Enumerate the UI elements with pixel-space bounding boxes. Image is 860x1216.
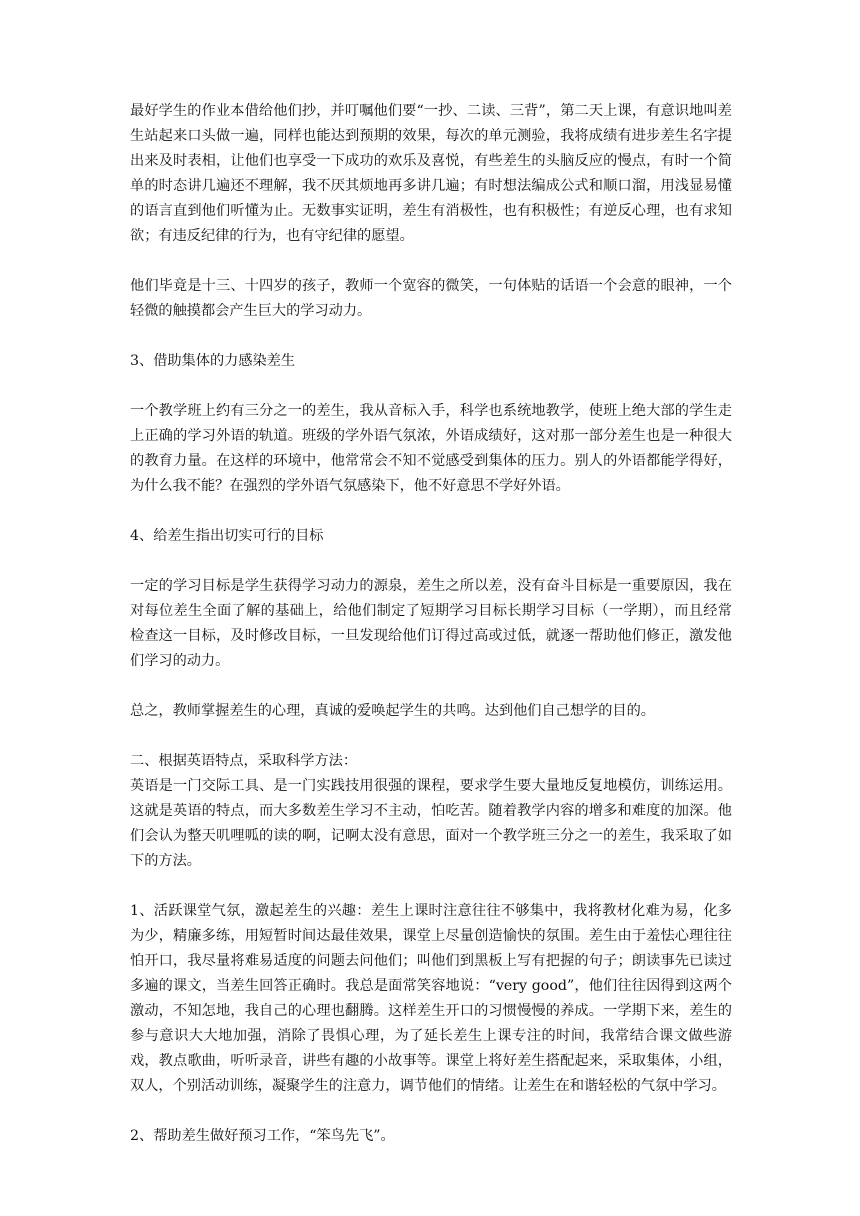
paragraph-collective-influence: 一个教学班上约有三分之一的差生，我从音标入手，科学也系统地教学，使班上绝大部的学生走上正确的学习外语的轨道。班级的学外语气氛浓，外语成绩好，这对那一部分差生也是一种很大的教育力量。在这样的环境中，他常常会不知不觉感受到集体的压力。别人的外语都能学得好，为什么我不能？在强烈的学外语气氛感染下，他不好意思不学好外语。: [130, 403, 732, 494]
paragraph-practical-goals: 一定的学习目标是学生获得学习动力的源泉，差生之所以差，没有奋斗目标是一重要原因，我在对每位差生全面了解的基础上，给他们制定了短期学习目标长期学习目标（一学期），而且经常检查这一目标，及时修改目标，一旦发现给他们订得过高或过低，就逐一帮助他们修正，激发他们学习的动力。: [130, 578, 732, 669]
paragraph-summary: 总之，教师掌握差生的心理，真诚的爱唤起学生的共鸣。达到他们自己想学的目的。: [130, 703, 655, 719]
heading-practical-goals: 4、给差生指出切实可行的目标: [130, 528, 324, 544]
paragraph-english-features: 英语是一门交际工具、是一门实践技用很强的课程，要求学生要大量地反复地模仿，训练运用。这就是英语的特点，而大多数差生学习不主动，怕吃苦。随着教学内容的增多和难度的加深。他们会认为整天叽哩呱的读的啊，记啊太没有意思，面对一个教学班三分之一的差生，我采取了如下的方法。: [130, 778, 732, 869]
heading-scientific-methods: 二、根据英语特点，采取科学方法：: [130, 753, 358, 769]
paragraph-encouragement: 他们毕竟是十三、十四岁的孩子，教师一个宽容的微笑，一句体贴的话语一个会意的眼神，一个轻微的触摸都会产生巨大的学习动力。: [130, 278, 732, 319]
document-body: [130, 99, 732, 1149]
heading-collective-influence: 3、借助集体的力感染差生: [130, 353, 296, 369]
paragraph-classroom-atmosphere: 1、活跃课堂气氛，激起差生的兴趣：差生上课时注意往往不够集中，我将教材化难为易，化多为少，精廉多练，用短暂时间达最佳效果，课堂上尽量创造愉快的氛围。差生由于羞怯心理往往怕开口，我尽量将难易适度的问题去问他们；叫他们到黑板上写有把握的句子；朗读事先已读过多遍的课文，当差生回答正确时。我总是面常笑容地说：“very good”，他们往往因得到这两个激动，不知怎地，我自己的心理也翻腾。这样差生开口的习惯慢慢的养成。一学期下来，差生的参与意识大大地加强，消除了畏惧心理，为了延长差生上课专注的时间，我常结合课文做些游戏，教点歌曲，听听录音，讲些有趣的小故事等。课堂上将好差生搭配起来，采取集体，小组，双人，个别活动训练，凝聚学生的注意力，调节他们的情绪。让差生在和谐轻松的气氛中学习。: [130, 903, 732, 1094]
paragraph-homework-copying: 最好学生的作业本借给他们抄，并叮嘱他们要“一抄、二读、三背”，第二天上课，有意识地叫差生站起来口头做一遍，同样也能达到预期的效果，每次的单元测验，我将成绩有进步差生名字提出来及时表相，让他们也享受一下成功的欢乐及喜悦，有些差生的头脑反应的慢点，有时一个简单的时态讲几遍还不理解，我不厌其烦地再多讲几遍；有时想法编成公式和顺口溜，用浅显易懂的语言直到他们听懂为止。无数事实证明，差生有消极性，也有积极性；有逆反心理，也有求知欲；有违反纪律的行为，也有守纪律的愿望。: [130, 103, 732, 244]
heading-preview-work: 2、帮助差生做好预习工作，“笨鸟先飞”。: [130, 1128, 395, 1144]
